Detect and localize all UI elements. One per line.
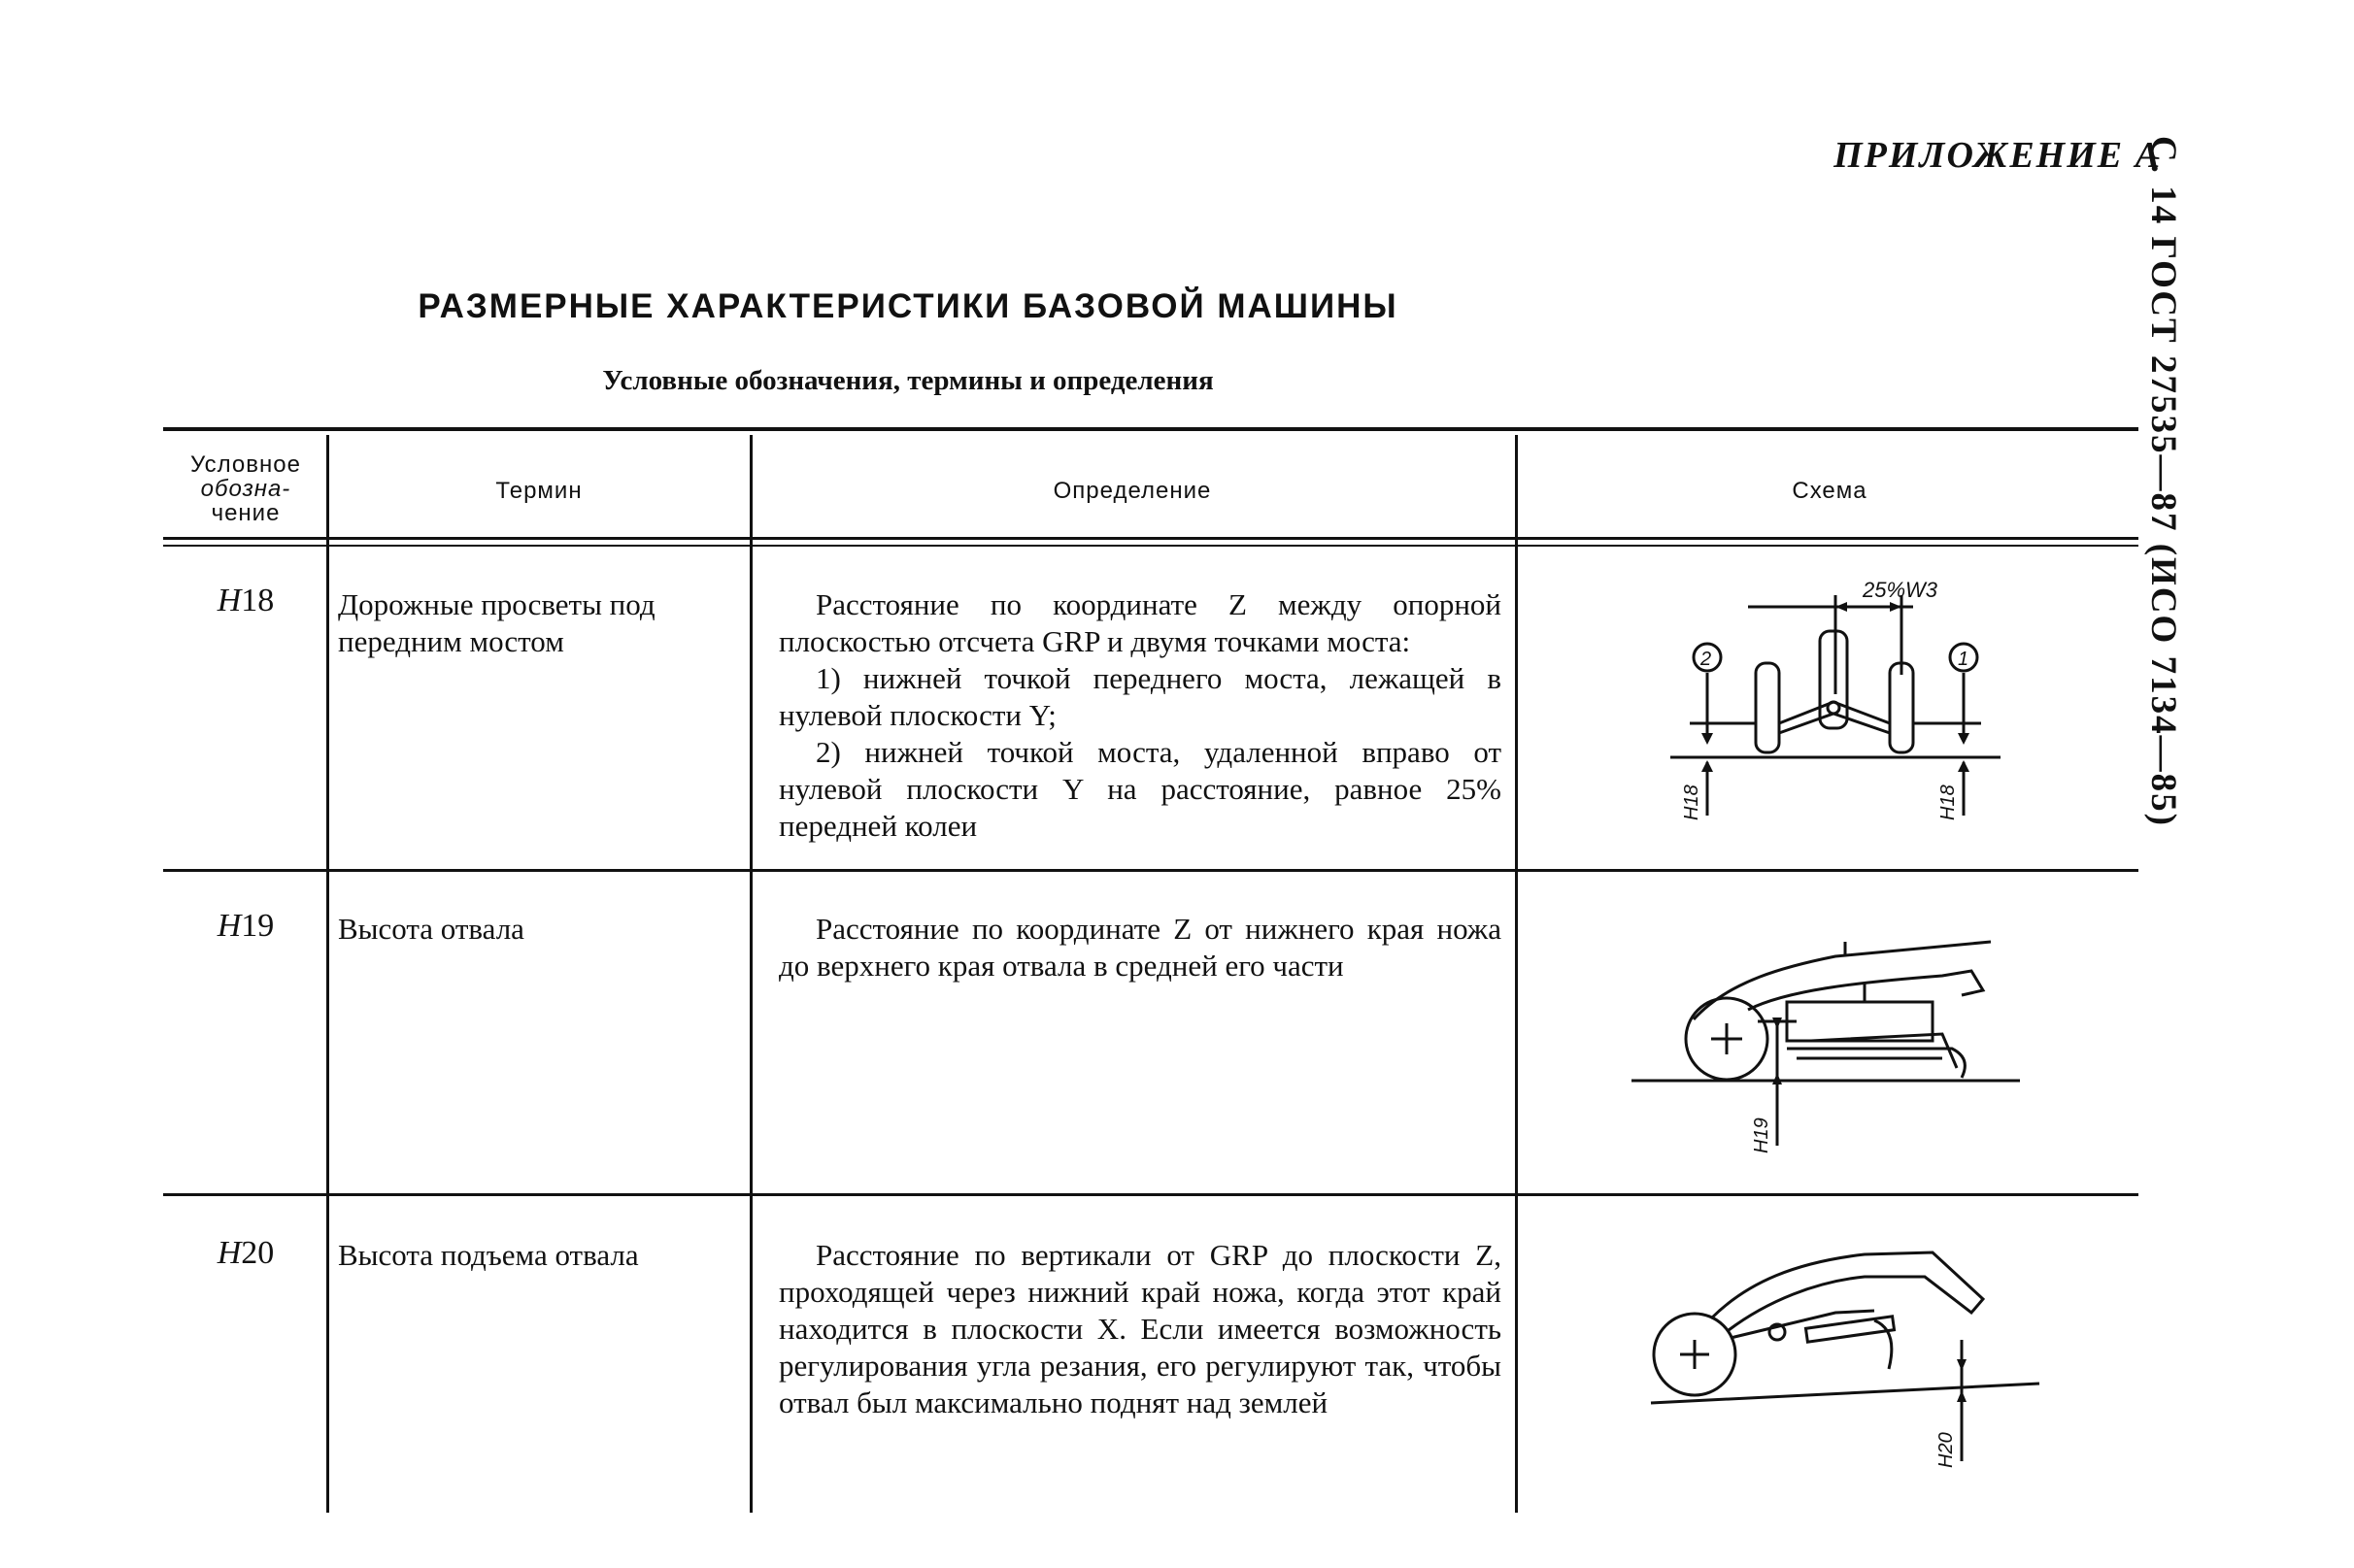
row-definition: Расстояние по координате Z между опорной плоскостью отсчета GRP и двумя точками моста: 1) нижней точкой переднего моста, лежащей в нулевой плоскости Y; 2) нижней точкой моста, удаленной вправо от нулевой плоскости Y на расстояние, равное 25% передней колеи [779, 587, 1501, 843]
header-scheme: Схема [1792, 478, 1867, 504]
row-term: Высота подъема отвала [338, 1238, 639, 1272]
diagram-marker-1: 1 [1958, 649, 1969, 670]
row-symbol: H20 [217, 1235, 275, 1271]
row-symbol: H19 [217, 908, 275, 944]
side-page-header: С. 14 ГОСТ 27535—87 (ИСО 7134—85) [2143, 136, 2183, 827]
diagram-marker-2: 2 [1700, 649, 1712, 670]
header-symbol: Условное обозна- чение [190, 451, 301, 526]
row-term: Дорожные просветы под передним мостом [338, 587, 656, 658]
column-divider-3 [1515, 435, 1518, 1513]
diagram-height-left: H18 [1681, 784, 1702, 820]
diagram-label-25w3: 25%W3 [1863, 578, 1938, 602]
row-symbol: H18 [217, 583, 275, 618]
row-divider-2 [163, 1193, 2138, 1196]
diagram-height-h19: H19 [1751, 1118, 1772, 1153]
row-term: Высота отвала [338, 912, 524, 946]
diagram-height-right: H18 [1937, 784, 1959, 820]
diagram-height-h20: H20 [1935, 1432, 1957, 1468]
row-definition: Расстояние по вертикали от GRP до плоскости Z, проходящей через нижний край ножа, когда этот край находится в плоскости X. Если имеется возможность регулирования угла резания, его регулируют так, чтобы отвал был максимально поднят над землей [779, 1238, 1501, 1419]
axle-clearance-diagram [1651, 578, 2020, 830]
blade-height-diagram [1622, 913, 2030, 1175]
table-top-rule [163, 427, 2138, 431]
appendix-label: ПРИЛОЖЕНИЕ А [1833, 135, 2162, 176]
row-definition: Расстояние по координате Z от нижнего края ножа до верхнего края отвала в средней его части [779, 912, 1501, 983]
blade-lift-height-diagram [1641, 1243, 2049, 1476]
page-subtitle: Условные обозначения, термины и определения [602, 365, 1214, 396]
page-title: РАЗМЕРНЫЕ ХАРАКТЕРИСТИКИ БАЗОВОЙ МАШИНЫ [418, 287, 1398, 325]
row-divider-1 [163, 869, 2138, 872]
header-bottom-rule-1 [163, 537, 2138, 540]
header-term: Термин [495, 478, 583, 504]
header-definition: Определение [1053, 478, 1212, 504]
header-bottom-rule-2 [163, 545, 2138, 547]
